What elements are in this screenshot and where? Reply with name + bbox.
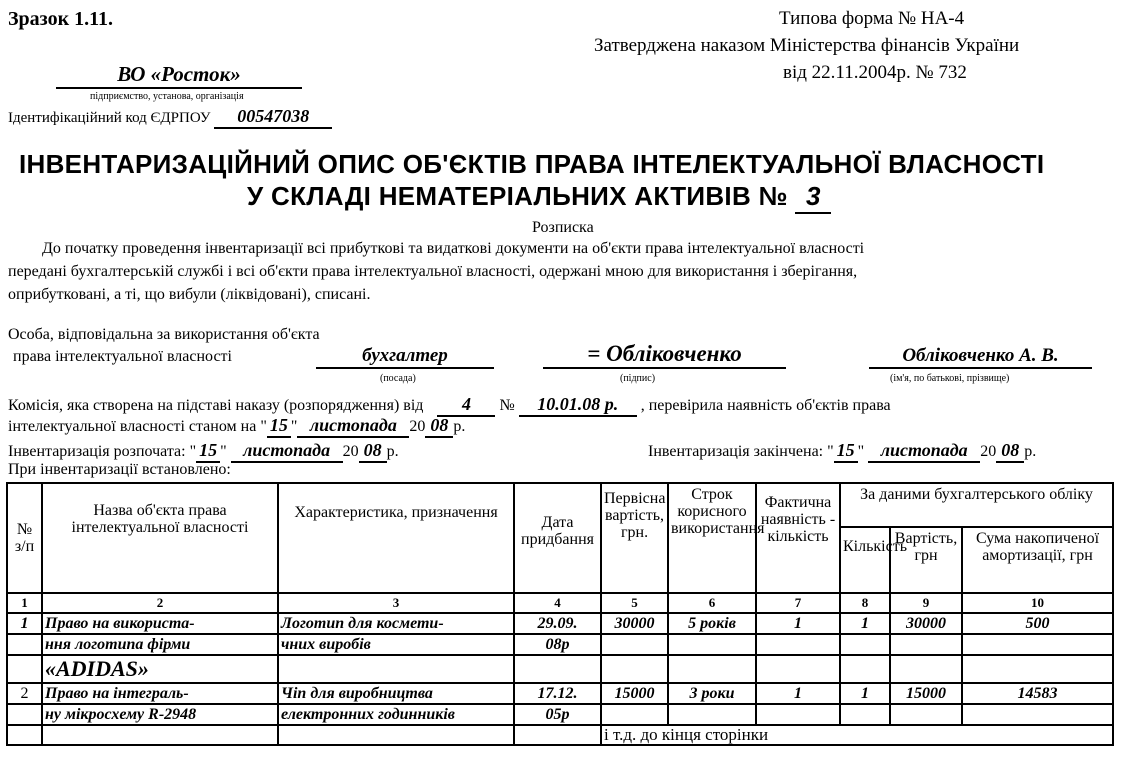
cell-qty	[840, 704, 890, 725]
col-number: 3	[278, 593, 514, 613]
position-caption: (посада)	[380, 373, 416, 384]
cell-fact	[756, 704, 840, 725]
cell-name: «ADIDAS»	[42, 655, 278, 683]
cell-value	[890, 634, 962, 655]
org-name: ВО «Росток»	[56, 62, 302, 89]
cell-term	[668, 655, 756, 683]
col-number: 2	[42, 593, 278, 613]
doc-title-line2-text: У СКЛАДІ НЕМАТЕРІАЛЬНИХ АКТИВІВ №	[247, 181, 788, 211]
commission-line2-label: інтелектуальної власності станом на "	[8, 418, 267, 435]
cell-no	[7, 634, 42, 655]
approval-date: від 22.11.2004р. № 732	[783, 62, 967, 83]
cell-fact	[756, 634, 840, 655]
start-year: 08	[359, 440, 387, 463]
receipt-line1: До початку проведення інвентаризації всі прибуткові та видаткові документи на об'єкти права інтелектуальної власності	[42, 240, 865, 257]
cell-value: 15000	[890, 683, 962, 704]
cell-term	[668, 704, 756, 725]
full-name-value: Обліковченко А. В.	[869, 345, 1092, 369]
order-date: 10.01.08 р.	[519, 394, 637, 417]
start-day: 15	[196, 440, 220, 463]
signature-value: = Обліковченко	[543, 341, 786, 369]
cell-no	[7, 655, 42, 683]
cell-fact	[756, 655, 840, 683]
table-row	[7, 613, 1113, 634]
cell-no	[7, 704, 42, 725]
col-number-row	[7, 593, 1113, 613]
commission-text1: Комісія, яка створена на підставі наказу (розпорядження) від	[8, 397, 424, 414]
sample-label: Зразок 1.11.	[8, 8, 114, 30]
end-label: Інвентаризація закінчена: "	[648, 443, 834, 460]
col-number: 8	[840, 593, 890, 613]
cell-cost: 30000	[601, 613, 668, 634]
cell-amortization	[962, 704, 1113, 725]
cell-empty	[514, 725, 601, 745]
cell-cost	[601, 655, 668, 683]
receipt-heading: Розписка	[532, 219, 594, 236]
commission-month: листопада	[297, 415, 409, 438]
col-header-no: № з/п	[7, 483, 42, 593]
doc-title-line1: ІНВЕНТАРИЗАЦІЙНИЙ ОПИС ОБ'ЄКТІВ ПРАВА ІНТЕЛЕКТУАЛЬНОЇ ВЛАСНОСТІ	[19, 149, 1045, 179]
col-header-value: Вартість, грн	[890, 527, 962, 593]
table-footer-row	[7, 725, 1113, 745]
inventory-end: Інвентаризація закінчена: " 15 " листопада 20 08 р.	[648, 440, 1036, 463]
cell-term: 5 років	[668, 613, 756, 634]
col-header-date: Дата придбання	[514, 483, 601, 593]
commission-year-prefix: 20	[409, 418, 426, 435]
end-year: 08	[996, 440, 1024, 463]
cell-fact: 1	[756, 613, 840, 634]
cell-no: 2	[7, 683, 42, 704]
full-name-caption: (ім'я, по батькові, прізвище)	[890, 373, 1010, 384]
col-number: 7	[756, 593, 840, 613]
cell-name: Право на використа-	[42, 613, 278, 634]
col-number: 10	[962, 593, 1113, 613]
cell-characteristic	[278, 655, 514, 683]
col-number: 4	[514, 593, 601, 613]
cell-date: 29.09.	[514, 613, 601, 634]
cell-date	[514, 655, 601, 683]
cell-characteristic: чних виробів	[278, 634, 514, 655]
signature-caption: (підпис)	[620, 373, 656, 384]
start-month: листопада	[231, 440, 343, 463]
cell-cost: 15000	[601, 683, 668, 704]
inventory-number: 3	[795, 181, 831, 214]
col-header-qty: Кількість	[840, 527, 890, 593]
cell-fact: 1	[756, 683, 840, 704]
position-value: бухгалтер	[316, 345, 494, 369]
cell-characteristic: Логотип для космети-	[278, 613, 514, 634]
form-name: Типова форма № НА-4	[779, 8, 965, 29]
col-number: 9	[890, 593, 962, 613]
cell-amortization: 14583	[962, 683, 1113, 704]
end-month: листопада	[868, 440, 980, 463]
responsible-label1: Особа, відповідальна за використання об'єкта	[8, 326, 320, 343]
receipt-line3: оприбутковані, а ті, що вибули (ліквідовані), списані.	[8, 286, 371, 303]
table-row	[7, 655, 1113, 683]
col-header-accounting: За даними бухгалтерського обліку	[840, 483, 1113, 527]
approval-text: Затверджена наказом Міністерства фінансів України	[594, 35, 1020, 56]
cell-term: 3 роки	[668, 683, 756, 704]
responsible-label2: права інтелектуальної власності	[13, 348, 232, 365]
end-suffix: р.	[1024, 443, 1037, 460]
inventory-start: Інвентаризація розпочата: " 15 " листопада 20 08 р.	[8, 440, 399, 463]
table-row	[7, 704, 1113, 725]
receipt-line2: передані бухгалтерській службі і всі об'єкти права інтелектуальної власності, одержані мною для використання і зберігання,	[8, 263, 858, 280]
cell-name: ну мікросхему R-2948	[42, 704, 278, 725]
col-number: 6	[668, 593, 756, 613]
commission-suffix: р.	[453, 418, 466, 435]
edrpou-label: Ідентифікаційний код ЄДРПОУ	[8, 110, 211, 126]
col-header-cost: Первісна вартість, грн.	[601, 483, 668, 593]
table-row	[7, 683, 1113, 704]
cell-qty: 1	[840, 613, 890, 634]
order-number: 4	[437, 394, 495, 417]
cell-qty	[840, 634, 890, 655]
cell-amortization	[962, 655, 1113, 683]
commission-day: 15	[267, 415, 291, 438]
commission-line1	[8, 394, 891, 417]
cell-term	[668, 634, 756, 655]
cell-date: 08р	[514, 634, 601, 655]
cell-characteristic: електронних годинників	[278, 704, 514, 725]
col-number: 5	[601, 593, 668, 613]
cell-amortization	[962, 634, 1113, 655]
cell-empty	[278, 725, 514, 745]
end-year-prefix: 20	[980, 443, 997, 460]
cell-date: 17.12.	[514, 683, 601, 704]
col-header-name: Назва об'єкта права інтелектуальної власності	[42, 483, 278, 593]
cell-no: 1	[7, 613, 42, 634]
edrpou-line	[8, 106, 332, 129]
cell-name: Право на інтеграль-	[42, 683, 278, 704]
cell-characteristic: Чіп для виробництва	[278, 683, 514, 704]
col-header-amortization: Сума накопиченої амортизації, грн	[962, 527, 1113, 593]
cell-qty: 1	[840, 683, 890, 704]
cell-empty	[7, 725, 42, 745]
start-year-prefix: 20	[342, 443, 359, 460]
cell-value	[890, 655, 962, 683]
org-name-field	[56, 62, 302, 89]
established-label: При інвентаризації встановлено:	[8, 461, 231, 478]
full-name-field	[869, 345, 1092, 369]
doc-title-line2	[247, 181, 831, 214]
start-label: Інвентаризація розпочата: "	[8, 443, 197, 460]
order-no-sign: №	[499, 397, 515, 414]
table-header-row	[7, 483, 1113, 527]
cell-value: 30000	[890, 613, 962, 634]
col-header-fact: Фактична наявність - кількість	[756, 483, 840, 593]
cell-qty	[840, 655, 890, 683]
signature-field	[543, 341, 786, 369]
commission-line2: інтелектуальної власності станом на " 15 " листопада 20 08 р.	[8, 415, 465, 438]
end-day: 15	[834, 440, 858, 463]
col-number: 1	[7, 593, 42, 613]
commission-year: 08	[425, 415, 453, 438]
col-header-term: Строк корисного використання	[668, 483, 756, 593]
footer-note: і т.д. до кінця сторінки	[601, 725, 1113, 745]
inventory-table	[6, 482, 1114, 746]
position-field	[316, 345, 494, 369]
edrpou-code: 00547038	[214, 106, 332, 129]
table-row	[7, 634, 1113, 655]
cell-date: 05р	[514, 704, 601, 725]
cell-value	[890, 704, 962, 725]
cell-amortization: 500	[962, 613, 1113, 634]
cell-cost	[601, 704, 668, 725]
commission-text2: , перевірила наявність об'єктів права	[640, 397, 891, 414]
cell-cost	[601, 634, 668, 655]
col-header-characteristic: Характеристика, призначення	[278, 483, 514, 593]
cell-name: ння логотипа фірми	[42, 634, 278, 655]
org-name-caption: підприємство, установа, організація	[90, 91, 244, 102]
start-suffix: р.	[386, 443, 399, 460]
cell-empty	[42, 725, 278, 745]
